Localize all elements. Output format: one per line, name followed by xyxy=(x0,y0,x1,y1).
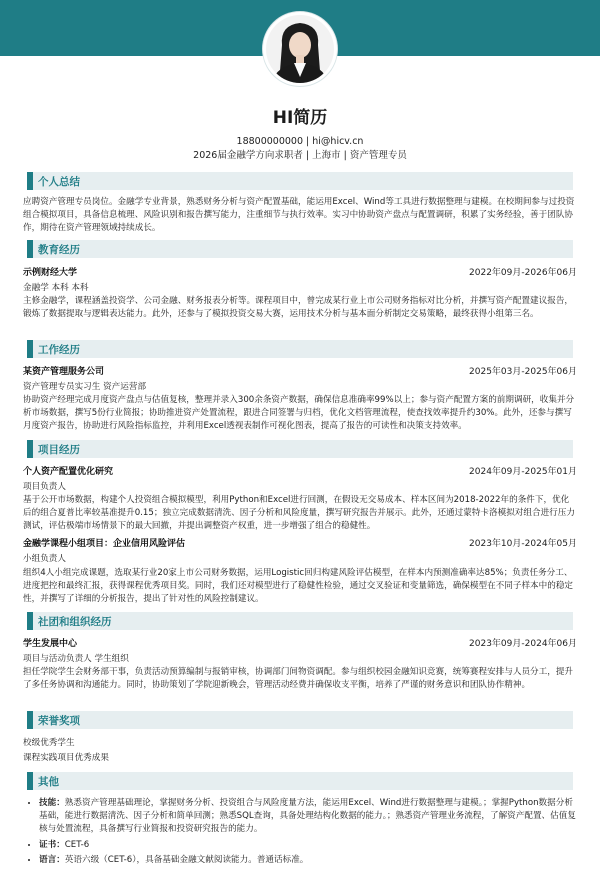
award-item: 课程实践项目优秀成果 xyxy=(23,753,109,763)
contact-line: 18800000000 | hi@hicv.cn xyxy=(236,136,364,147)
intent-line: 2026届金融学方向求职者 | 上海市 | 资产管理专员 xyxy=(193,150,407,161)
project-dates: 2023年10月-2024年05月 xyxy=(469,539,577,549)
section-summary xyxy=(27,172,573,190)
project-name: 金融学课程小组项目：企业信用风险评估 xyxy=(23,539,186,549)
org-name: 学生发展中心 xyxy=(23,639,78,649)
profile-photo xyxy=(263,12,337,86)
section-title: 工作经历 xyxy=(38,344,80,356)
campus-role: 项目与活动负责人 学生组织 xyxy=(23,654,129,664)
list-item: • 语言：英语六级（CET-6），具备基础金融文献阅读能力。普通话标准。 xyxy=(39,854,577,867)
company-name: 某资产管理服务公司 xyxy=(23,367,105,377)
section-title: 项目经历 xyxy=(38,444,80,456)
summary-text: 应聘资产管理专员岗位。金融学专业背景，熟悉财务分析与资产配置基础，能运用Excel、Wind等工具进行数据整理与建模。在校期间参与过投资组合模拟项目，具备信息梳理、风险识别和报告撰写能力，注重细节与执行效率。实习中协助资产盘点与配置调研，积累了实务经验，善于团队协作，期待在资产管理领域持续成长。 xyxy=(23,197,575,234)
work-text: 协助资产经理完成月度资产盘点与估值复核，整理并录入300余条资产数据，确保信息准确率99%以上；参与资产配置方案的前期调研，收集并分析市场数据，撰写5份行业简报；协助推进资产处置流程，跟进合同签署与归档，优化文档管理流程，使查找效率提升约30%。此外，还参与撰写月度资产报告，协助进行风险指标监控，并利用Excel透视表制作可视化图表，提高了报告的可读性和决策支持效率。 xyxy=(23,395,575,432)
campus-row xyxy=(23,636,577,650)
list-item: • 技能：熟悉资产管理基础理论，掌握财务分析、投资组合与风险度量方法，能运用Excel、Wind进行数据整理与建模。；掌握Python数据分析基础，能进行数据清洗、因子分析和简单回测；熟悉SQL查询，具备处理结构化数据的能力。；熟悉资产管理业务流程，了解资产配置、估值复核与处置流程，具备撰写行业简报和投资研究报告的能力。 xyxy=(39,797,577,837)
project-dates: 2024年09月-2025年01月 xyxy=(469,467,577,477)
work-dates: 2025年03月-2025年06月 xyxy=(469,367,577,377)
project-text: 基于公开市场数据，构建个人投资组合模拟模型，利用Python和Excel进行回测，在假设无交易成本、样本区间为2018-2022年的条件下，优化后的组合夏普比率较基准提升0.15；独立完成数据清洗、因子分析和风险度量，撰写研究报告并展示。此外，还通过蒙特卡洛模拟对组合进行压力测试，评估极端市场情景下的最大回撤，并提出调整资产权重，进一步增强了组合的稳健性。 xyxy=(23,495,575,532)
school-name: 示例财经大学 xyxy=(23,268,78,278)
section-projects xyxy=(27,440,573,458)
section-awards xyxy=(27,711,573,729)
education-text: 主修金融学，课程涵盖投资学、公司金融、财务报表分析等。课程项目中，曾完成某行业上市公司财务指标对比分析，并撰写资产配置建议报告，锻炼了数据提取与逻辑表达能力。此外，还参与了模拟投资交易大赛，运用技术分析与基本面分析制定交易策略，最终获得小组第三名。 xyxy=(23,296,574,320)
section-work xyxy=(27,340,573,358)
section-title: 社团和组织经历 xyxy=(38,616,112,628)
campus-dates: 2023年09月-2024年06月 xyxy=(469,639,577,649)
campus-text: 担任学院学生会财务部干事，负责活动预算编制与报销审核，协调部门间物资调配。参与组织校园金融知识竞赛，统筹赛程安排与人员分工，提升了多任务协调和沟通能力。同时，协助策划了学院迎新晚会，管理活动经费并确保收支平衡，培养了严谨的财务意识和团队协作精神。 xyxy=(23,667,574,691)
project-row xyxy=(23,536,577,550)
project-role: 项目负责人 xyxy=(23,482,66,492)
project-name: 个人资产配置优化研究 xyxy=(23,467,114,477)
section-title: 荣誉奖项 xyxy=(38,715,80,727)
other-list xyxy=(23,797,577,869)
section-education xyxy=(27,240,573,258)
section-title: 教育经历 xyxy=(38,244,80,256)
education-dates: 2022年09月-2026年06月 xyxy=(469,268,577,278)
resume-name: HI简历 xyxy=(272,108,328,128)
section-title: 个人总结 xyxy=(38,176,80,188)
contact-block xyxy=(0,135,600,163)
award-item: 校级优秀学生 xyxy=(23,738,75,748)
list-item: • 证书：CET-6 xyxy=(39,839,577,852)
work-row xyxy=(23,364,577,378)
section-title: 其他 xyxy=(38,776,59,788)
education-degree: 金融学 本科 本科 xyxy=(23,283,89,293)
work-role: 资产管理专员实习生 资产运营部 xyxy=(23,382,147,392)
project-role: 小组负责人 xyxy=(23,554,66,564)
section-campus xyxy=(27,612,573,630)
education-row xyxy=(23,265,577,279)
project-text: 组织4人小组完成课题，选取某行业20家上市公司财务数据，运用Logistic回归构建风险评估模型，在样本内预测准确率达85%；负责任务分工、进度把控和最终汇报，获得课程优秀项目奖。同时，我们还对模型进行了稳健性检验，通过交叉验证和变量筛选，确保模型在不同子样本中的稳定性，并撰写了详细的分析报告，提出了针对性的风险控制建议。 xyxy=(23,568,574,605)
project-row xyxy=(23,464,577,478)
section-other xyxy=(27,772,573,790)
